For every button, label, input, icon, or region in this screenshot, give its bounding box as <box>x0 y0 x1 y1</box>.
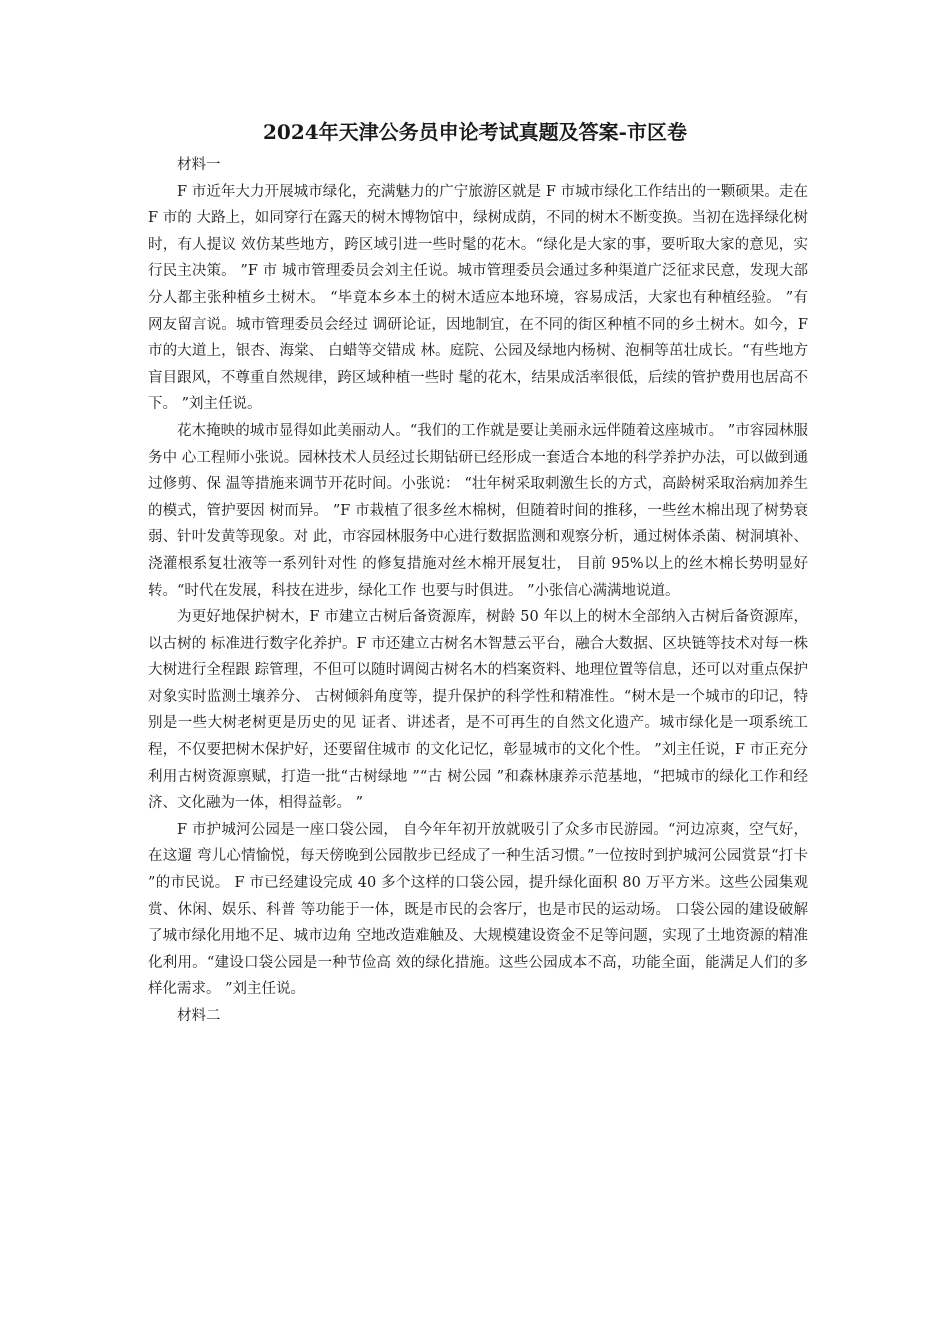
material-two-heading: 材料二 <box>177 1008 221 1024</box>
paragraph: 花木掩映的城市显得如此美丽动人。“我们的工作就是要让美丽永远伴随着这座城市。 ”市容园林服务中 心工程师小张说。园林技术人员经过长期钻研已经形成一套适合本地的科学养护办法，可以做到通过修剪、保 温等措施来调节开花时间。小张说： “壮年树采取刺激生长的方式，高龄树采取治病加养生的模式，管护要因 树而异。 ”F 市栽植了很多丝木棉树，但随着时间的推移，一些丝木棉出现了树势衰弱、针叶发黄等现象。对 此，市容园林服务中心进行数据监测和观察分析，通过树体杀菌、树洞填补、浇灌根系复壮液等一系列针对性 的修复措施对丝木棉开展复壮， 目前 95%以上的丝木棉长势明显好转。“时代在发展，科技在进步，绿化工作 也要与时俱进。 ”小张信心满满地说道。 <box>148 422 808 599</box>
paragraph: F 市近年大力开展城市绿化，充满魅力的广宁旅游区就是 F 市城市绿化工作结出的一颗硕果。走在 F 市的 大路上，如同穿行在露天的树木博物馆中，绿树成荫，不同的树木不断变换。当初在选择绿化树时，有人提议 效仿某些地方，跨区域引进一些时髦的花木。“绿化是大家的事，要听取大家的意见，实行民主决策。 ”F 市 城市管理委员会刘主任说。城市管理委员会通过多种渠道广泛征求民意，发现大部分人都主张种植乡土树木。 “毕竟本乡本土的树木适应本地环境，容易成活，大家也有种植经验。 ”有网友留言说。城市管理委员会经过 调研论证，因地制宜，在不同的街区种植不同的乡土树木。如今，F 市的大道上，银杏、海棠、 白蜡等交错成 林。庭院、公园及绿地内杨树、泡桐等茁壮成长。“有些地方盲目跟风，不尊重自然规律，跨区域种植一些时 髦的花木，结果成活率很低，后续的管护费用也居高不下。 ”刘主任说。 <box>148 183 808 413</box>
page-title: 2024年天津公务员申论考试真题及答案-市区卷 <box>263 120 687 144</box>
paragraph: F 市护城河公园是一座口袋公园， 自今年年初开放就吸引了众多市民游园。“河边凉爽，空气好，在这遛 弯儿心情愉悦，每天傍晚到公园散步已经成了一种生活习惯。”一位按时到护城河公园赏景“打卡 ”的市民说。 F 市已经建设完成 40 多个这样的口袋公园，提升绿化面积 80 万平方米。这些公园集观赏、休闲、娱乐、科普 等功能于一体，既是市民的会客厅，也是市民的运动场。 口袋公园的建设破解了城市绿化用地不足、城市边角 空地改造难触及、大规模建设资金不足等问题，实现了土地资源的精准化利用。“建设口袋公园是一种节俭高 效的绿化措施。这些公园成本不高，功能全面，能满足人们的多样化需求。 ”刘主任说。 <box>148 821 808 998</box>
document-body <box>148 152 808 1030</box>
material-one-heading: 材料一 <box>177 157 221 173</box>
paragraph: 为更好地保护树木，F 市建立古树后备资源库，树龄 50 年以上的树木全部纳入古树后备资源库，以古树的 标准进行数字化养护。F 市还建立古树名木智慧云平台，融合大数据、区块链等技术对每一株大树进行全程跟 踪管理，不但可以随时调阅古树名木的档案资料、地理位置等信息，还可以对重点保护对象实时监测土壤养分、 古树倾斜角度等，提升保护的科学性和精准性。“树木是一个城市的印记，特别是一些大树老树更是历史的见 证者、讲述者，是不可再生的自然文化遗产。城市绿化是一项系统工程，不仅要把树木保护好，还要留住城市 的文化记忆，彰显城市的文化个性。 ”刘主任说，F 市正充分利用古树资源禀赋，打造一批“古树绿地 ”“古 树公园 ”和森林康养示范基地，“把城市的绿化工作和经济、文化融为一体，相得益彰。 ” <box>148 609 808 812</box>
